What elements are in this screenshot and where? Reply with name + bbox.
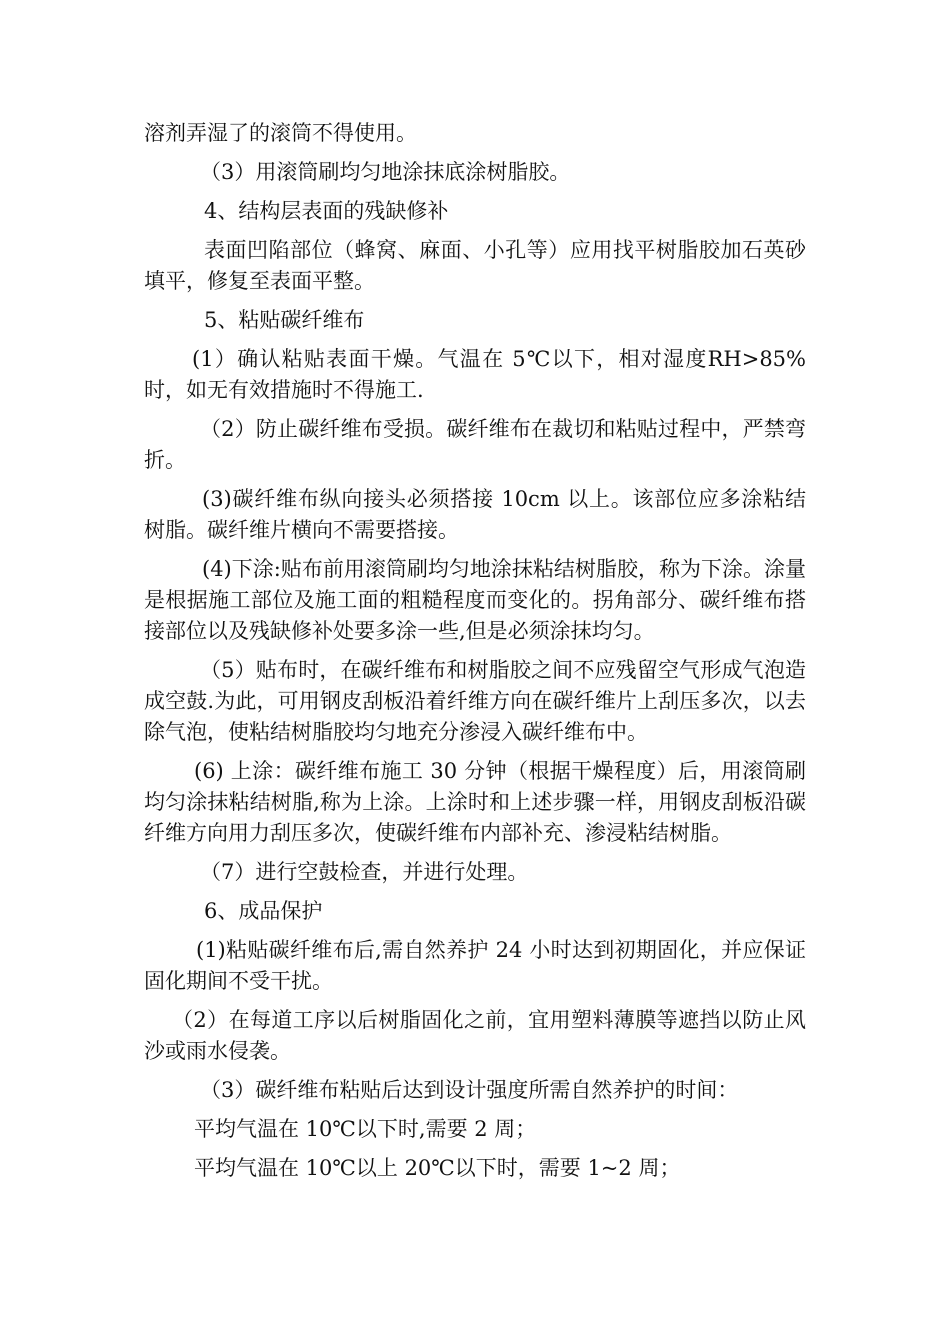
paragraph-16: （3）碳纤维布粘贴后达到设计强度所需自然养护的时间： xyxy=(200,1078,739,1102)
section-heading-6: 6、成品保护 xyxy=(204,899,323,923)
paragraph-7: （2）防止碳纤维布受损。碳纤维布在裁切和粘贴过程中，严禁弯折。 xyxy=(144,417,806,472)
paragraph-2: （3）用滚筒刷均匀地涂抹底涂树脂胶。 xyxy=(200,160,571,184)
section-heading-5: 5、粘贴碳纤维布 xyxy=(204,308,365,332)
paragraph-1: 溶剂弄湿了的滚筒不得使用。 xyxy=(144,121,417,145)
paragraph-15: （2）在每道工序以后树脂固化之前，宜用塑料薄膜等遮挡以防止风沙或雨水侵袭。 xyxy=(144,1008,806,1063)
paragraph-14: (1)粘贴碳纤维布后,需自然养护 24 小时达到初期固化，并应保证固化期间不受干扰。 xyxy=(144,938,806,993)
paragraph-10: （5）贴布时，在碳纤维布和树脂胶之间不应残留空气形成气泡造成空鼓.为此，可用钢皮刮板沿着纤维方向在碳纤维片上刮压多次，以去除气泡，使粘结树脂胶均匀地充分渗浸入碳纤维布中。 xyxy=(144,658,806,744)
document-body xyxy=(144,118,806,1184)
paragraph-6: (1）确认粘贴表面干燥。气温在 5℃以下，相对湿度RH>85%时，如无有效措施时不得施工. xyxy=(144,347,806,402)
paragraph-4: 表面凹陷部位（蜂窝、麻面、小孔等）应用找平树脂胶加石英砂填平，修复至表面平整。 xyxy=(144,238,806,293)
paragraph-9: (4)下涂:贴布前用滚筒刷均匀地涂抹粘结树脂胶，称为下涂。涂量是根据施工部位及施工面的粗糙程度而变化的。拐角部分、碳纤维布搭接部位以及残缺修补处要多涂一些,但是必须涂抹均匀。 xyxy=(144,557,806,643)
paragraph-12: （7）进行空鼓检查，并进行处理。 xyxy=(200,860,529,884)
paragraph-17: 平均气温在 10℃以下时,需要 2 周； xyxy=(194,1117,537,1141)
section-heading-4: 4、结构层表面的残缺修补 xyxy=(204,199,449,223)
paragraph-11: (6) 上涂：碳纤维布施工 30 分钟（根据干燥程度）后，用滚筒刷均匀涂抹粘结树脂,称为上涂。上涂时和上述步骤一样，用钢皮刮板沿碳纤维方向用力刮压多次，使碳纤维布内部补充、渗浸粘结树脂。 xyxy=(144,759,806,845)
paragraph-8: (3)碳纤维布纵向接头必须搭接 10cm 以上。该部位应多涂粘结树脂。碳纤维片横向不需要搭接。 xyxy=(144,487,806,542)
paragraph-18: 平均气温在 10℃以上 20℃以下时，需要 1~2 周； xyxy=(194,1156,681,1180)
